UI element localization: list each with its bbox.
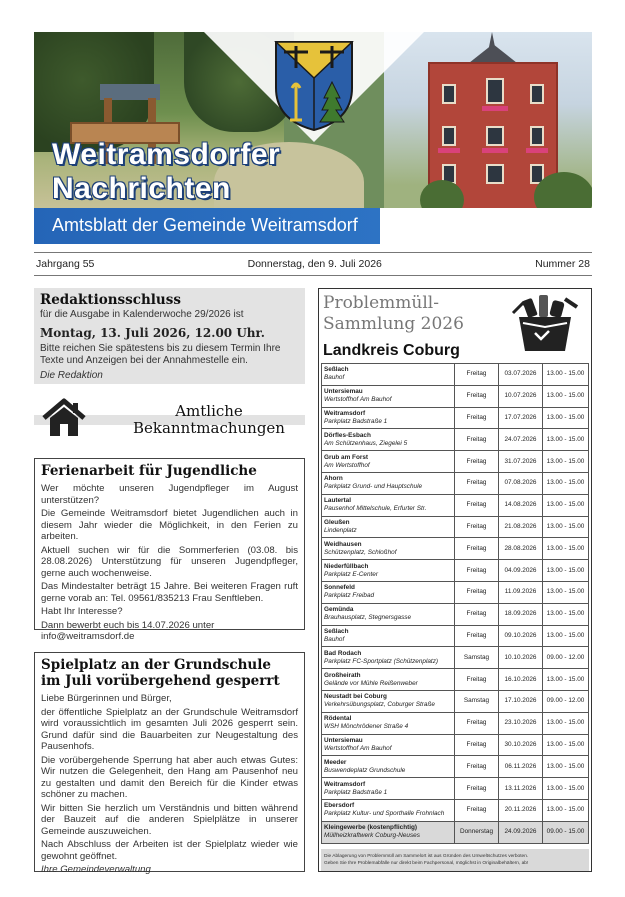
row-day: Samstag (455, 647, 499, 669)
row-day: Freitag (455, 472, 499, 494)
article-title-line1: Spielplatz an der Grundschule (41, 657, 271, 673)
table-row (322, 603, 589, 625)
article-paragraph: Wer möchte unseren Jugendpfleger im August unterstützen? (41, 483, 298, 506)
table-row (322, 821, 589, 843)
row-place: Seßlach (324, 627, 349, 635)
row-day: Freitag (455, 516, 499, 538)
row-time: 13.00 - 15.00 (543, 429, 589, 451)
row-location (322, 429, 455, 451)
row-spot: Parkplatz Grund- und Hauptschule (324, 483, 423, 491)
editorial-deadline-title: Redaktionsschluss (40, 292, 181, 308)
row-time: 13.00 - 15.00 (543, 451, 589, 473)
table-row (322, 364, 589, 386)
row-location (322, 625, 455, 647)
row-time: 13.00 - 15.00 (543, 799, 589, 821)
table-row (322, 472, 589, 494)
row-date: 16.10.2026 (499, 669, 543, 691)
row-spot: Buswendeplatz Grundschule (324, 766, 406, 774)
row-date: 31.07.2026 (499, 451, 543, 473)
row-day: Freitag (455, 494, 499, 516)
row-place: Rödental (324, 715, 352, 723)
row-spot: Lindenplatz (324, 526, 357, 534)
row-spot: Verkehrsübungsplatz, Coburger Straße (324, 701, 435, 709)
schedule-table (321, 363, 589, 844)
row-spot: Parkplatz Badstraße 1 (324, 417, 388, 425)
row-time: 13.00 - 15.00 (543, 472, 589, 494)
table-row (322, 494, 589, 516)
editorial-deadline-subtitle: für die Ausgabe in Kalenderwoche 29/2026 ist (40, 309, 244, 320)
row-day: Freitag (455, 603, 499, 625)
row-time: 13.00 - 15.00 (543, 581, 589, 603)
article-title: Ferienarbeit für Jugendliche (41, 463, 257, 479)
window (486, 78, 504, 104)
row-time: 13.00 - 15.00 (543, 516, 589, 538)
row-location (322, 778, 455, 800)
row-time: 13.00 - 15.00 (543, 625, 589, 647)
row-place: Grub am Forst (324, 453, 369, 461)
article-paragraph: Aktuell suchen wir für die Sommerferien (03.08. bis 28.08.2026) Unterstützung für unseren Jugendpfleger, gerne auch wochenweise. (41, 544, 298, 579)
row-day: Freitag (455, 451, 499, 473)
table-row (322, 690, 589, 712)
row-spot: Bauhof (324, 635, 345, 643)
row-spot: Am Wertstoffhof (324, 461, 370, 469)
row-location (322, 581, 455, 603)
schedule-region: Landkreis Coburg (323, 342, 460, 359)
schedule-footer (321, 849, 589, 871)
row-spot: WSH Mönchrödener Straße 4 (324, 723, 409, 731)
flower-box (526, 148, 548, 153)
official-notices-line2: Bekanntmachungen (133, 419, 285, 437)
row-location (322, 538, 455, 560)
row-time: 13.00 - 15.00 (543, 364, 589, 386)
article-paragraph: Das Mindestalter beträgt 15 Jahre. Bei weiteren Fragen ruft gerne vorab an: Tel. 09561/835213 Frau Senftleben. (41, 581, 298, 604)
article-title (41, 657, 298, 689)
table-row (322, 451, 589, 473)
row-location (322, 734, 455, 756)
row-date: 23.10.2026 (499, 712, 543, 734)
row-date: 28.08.2026 (499, 538, 543, 560)
editorial-deadline-text: Bitte reichen Sie spätestens bis zu diesem Termin Ihre Texte und Anzeigen bei der Annahmestelle ein. (40, 343, 281, 366)
row-spot: Wertstoffhof Am Bauhof (324, 744, 392, 752)
row-location (322, 472, 455, 494)
row-location (322, 799, 455, 821)
schedule-header (319, 289, 591, 361)
table-row (322, 516, 589, 538)
row-place: Gemünda (324, 606, 354, 614)
row-date: 03.07.2026 (499, 364, 543, 386)
row-date: 11.09.2026 (499, 581, 543, 603)
row-time: 13.00 - 15.00 (543, 538, 589, 560)
masthead-subtitle: Amtsblatt der Gemeinde Weitramsdorf (52, 215, 358, 235)
masthead-title-line1: Weitramsdorfer (52, 138, 281, 171)
row-place: Untersiemau (324, 388, 363, 396)
row-time: 13.00 - 15.00 (543, 712, 589, 734)
row-place: Weitramsdorf (324, 780, 366, 788)
table-row (322, 647, 589, 669)
hazardous-waste-schedule (318, 288, 592, 872)
row-time: 09.00 - 12.00 (543, 647, 589, 669)
row-place: Meeder (324, 758, 347, 766)
row-date: 24.07.2026 (499, 429, 543, 451)
row-location (322, 669, 455, 691)
row-place: Großheirath (324, 671, 361, 679)
row-place: Ebersdorf (324, 802, 355, 810)
recycling-bin-icon (505, 293, 583, 353)
row-day: Freitag (455, 734, 499, 756)
table-row (322, 799, 589, 821)
row-spot: Pausenhof Mittelschule, Erfurter Str. (324, 505, 427, 513)
row-date: 20.11.2026 (499, 799, 543, 821)
window (442, 84, 456, 104)
row-time: 13.00 - 15.00 (543, 560, 589, 582)
table-row (322, 581, 589, 603)
row-place: Weitramsdorf (324, 409, 366, 417)
row-day: Freitag (455, 799, 499, 821)
issue-info-bar (34, 252, 592, 276)
row-day: Freitag (455, 407, 499, 429)
article-title-line2: im Juli vorübergehend gesperrt (41, 673, 280, 689)
row-location (322, 364, 455, 386)
article-playground-closed (34, 652, 305, 875)
article-paragraph: Liebe Bürgerinnen und Bürger, (41, 693, 172, 704)
article-holiday-jobs (34, 458, 305, 642)
masthead-banner (34, 32, 592, 244)
row-date: 17.07.2026 (499, 407, 543, 429)
row-spot: Gelände vor Mühle Reißenweber (324, 679, 418, 687)
row-time: 09.00 - 15.00 (543, 821, 589, 843)
row-location (322, 407, 455, 429)
article-signature: Ihre Gemeindeverwaltung (41, 864, 151, 875)
row-place: Bad Rodach (324, 649, 362, 657)
row-location (322, 647, 455, 669)
row-spot: Parkplatz Freibad (324, 592, 375, 600)
row-spot: Am Schützenhaus, Ziegelei 5 (324, 439, 408, 447)
official-notices-heading (34, 396, 305, 442)
row-spot: Parkplatz Kultur- und Sporthalle Frohnlach (324, 810, 445, 818)
coat-of-arms-icon (272, 38, 356, 132)
row-date: 30.10.2026 (499, 734, 543, 756)
article-paragraph: Die Gemeinde Weitramsdorf bietet Jugendlichen auch in diesem Jahr wieder die Möglichkeit, in den Ferien zu arbeiten. (41, 508, 298, 542)
row-place: Ahorn (324, 475, 343, 483)
schedule-footer-line2: Geben Sie Ihre Problemabfälle nur direkt beim Fachpersonal, möglichst in Originalbehältern, ab! (324, 861, 529, 866)
window (442, 126, 456, 146)
row-date: 07.08.2026 (499, 472, 543, 494)
table-row (322, 778, 589, 800)
table-row (322, 429, 589, 451)
window (530, 84, 544, 104)
row-day: Freitag (455, 538, 499, 560)
row-time: 13.00 - 15.00 (543, 734, 589, 756)
row-day: Samstag (455, 690, 499, 712)
row-day: Freitag (455, 560, 499, 582)
row-day: Freitag (455, 712, 499, 734)
article-paragraph: der öffentliche Spielplatz an der Grundschule Weitramsdorf wird voraussichtlich im gesamten Juli 2026 gesperrt sein. Grund dafür sind die Bauarbeiten zur Neugestaltung des Pausenhofs. (41, 706, 298, 752)
article-paragraph: Die vorübergehende Sperrung hat aber auch etwas Gutes: Wir nutzen die Gelegenheit, den Hang am Pausenhof neu zu gestalten und damit den Bereich für die Kinder etwas schöner zu machen. (41, 754, 298, 800)
issue-date: Donnerstag, den 9. Juli 2026 (247, 258, 382, 270)
article-paragraph: Dann bewerbt euch bis 14.07.2026 unter info@weitramsdorf.de (41, 619, 215, 642)
schedule-title (323, 293, 464, 335)
official-notices-title (124, 403, 294, 437)
row-day: Freitag (455, 364, 499, 386)
table-row (322, 669, 589, 691)
row-day: Freitag (455, 756, 499, 778)
row-time: 13.00 - 15.00 (543, 603, 589, 625)
row-day: Freitag (455, 385, 499, 407)
row-place: Untersiemau (324, 736, 363, 744)
row-place: Dörfles-Esbach (324, 431, 371, 439)
row-place: Lautertal (324, 497, 351, 505)
editorial-deadline-signature: Die Redaktion (40, 370, 103, 381)
row-time: 13.00 - 15.00 (543, 778, 589, 800)
row-place: Weidhausen (324, 540, 362, 548)
table-row (322, 560, 589, 582)
row-spot: Parkplatz Badstraße 1 (324, 788, 388, 796)
editorial-deadline-date: Montag, 13. Juli 2026, 12.00 Uhr. (40, 326, 265, 340)
row-date: 14.08.2026 (499, 494, 543, 516)
row-time: 13.00 - 15.00 (543, 756, 589, 778)
row-date: 18.09.2026 (499, 603, 543, 625)
row-location (322, 821, 455, 843)
row-date: 09.10.2026 (499, 625, 543, 647)
flower-box (438, 148, 460, 153)
row-date: 17.10.2026 (499, 690, 543, 712)
window (530, 126, 544, 146)
row-spot: Brauhausplatz, Stegnersgasse (324, 614, 412, 622)
table-row (322, 625, 589, 647)
flower-box (482, 106, 508, 111)
table-row (322, 712, 589, 734)
masthead-title-line2: Nachrichten (52, 172, 231, 205)
row-spot: Wertstoffhof Am Bauhof (324, 396, 392, 404)
row-location (322, 516, 455, 538)
row-location (322, 712, 455, 734)
row-spot: Parkplatz FC-Sportplatz (Schützenplatz) (324, 657, 439, 665)
schedule-title-line2: Sammlung 2026 (323, 314, 464, 334)
table-row (322, 407, 589, 429)
row-date: 21.08.2026 (499, 516, 543, 538)
row-time: 13.00 - 15.00 (543, 385, 589, 407)
row-spot: Schützenplatz, Schloßhof (324, 548, 397, 556)
row-day: Freitag (455, 581, 499, 603)
row-place: Gleußen (324, 518, 350, 526)
row-date: 24.09.2026 (499, 821, 543, 843)
row-location (322, 603, 455, 625)
table-row (322, 385, 589, 407)
row-location (322, 451, 455, 473)
row-time: 09.00 - 12.00 (543, 690, 589, 712)
issue-volume: Jahrgang 55 (36, 258, 95, 270)
row-location (322, 385, 455, 407)
window (486, 126, 504, 146)
row-spot: Müllheizkraftwerk Coburg-Neuses (324, 832, 420, 840)
row-place: Neustadt bei Coburg (324, 693, 387, 701)
row-place: Niederfüllbach (324, 562, 369, 570)
row-location (322, 494, 455, 516)
row-date: 04.09.2026 (499, 560, 543, 582)
article-paragraph: Nach Abschluss der Arbeiten ist der Spielplatz wieder wie gewohnt geöffnet. (41, 839, 298, 862)
row-location (322, 560, 455, 582)
window (486, 164, 504, 184)
row-spot: Bauhof (324, 374, 345, 382)
row-time: 13.00 - 15.00 (543, 407, 589, 429)
row-day: Donnerstag (455, 821, 499, 843)
schedule-title-line1: Problemmüll- (323, 293, 439, 313)
row-day: Freitag (455, 625, 499, 647)
row-day: Freitag (455, 429, 499, 451)
row-date: 13.11.2026 (499, 778, 543, 800)
row-place: Kleingewerbe (kostenpflichtig) (324, 824, 418, 832)
row-spot: Parkplatz E-Center (324, 570, 378, 578)
subtitle-bar (34, 208, 592, 244)
table-row (322, 538, 589, 560)
row-date: 10.07.2026 (499, 385, 543, 407)
row-day: Freitag (455, 778, 499, 800)
table-row (322, 734, 589, 756)
row-location (322, 756, 455, 778)
schedule-footer-line1: Die Ablagerung von Problemmüll am Sammelort ist aus Gründen des Umweltschutzes verboten. (324, 854, 529, 859)
flower-box (482, 148, 508, 153)
row-place: Sonnefeld (324, 584, 355, 592)
row-time: 13.00 - 15.00 (543, 494, 589, 516)
editorial-deadline-box (34, 288, 305, 384)
row-date: 06.11.2026 (499, 756, 543, 778)
house-icon (42, 398, 86, 438)
article-paragraph: Wir bitten Sie herzlich um Verständnis und bitten während der Bauzeit auf die anderen Spielplätze in unserer Gemeinde auszuweichen. (41, 802, 298, 837)
row-date: 10.10.2026 (499, 647, 543, 669)
article-paragraph: Habt Ihr Interesse? (41, 606, 123, 617)
villa-photo (384, 32, 592, 212)
row-location (322, 690, 455, 712)
row-time: 13.00 - 15.00 (543, 669, 589, 691)
row-place: Seßlach (324, 366, 349, 374)
table-row (322, 756, 589, 778)
issue-number: Nummer 28 (535, 258, 590, 270)
official-notices-line1: Amtliche (175, 402, 243, 420)
row-day: Freitag (455, 669, 499, 691)
